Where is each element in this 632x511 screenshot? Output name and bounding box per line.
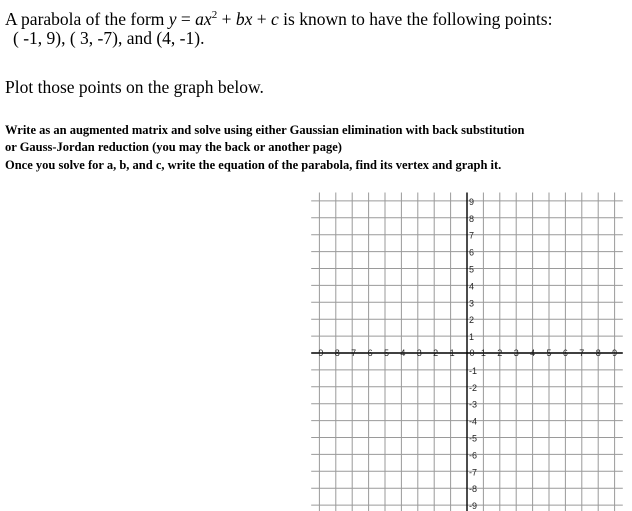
statement-suffix: is known to have the following points: (278, 9, 553, 29)
y-tick-label: 4 (469, 281, 475, 292)
x-tick-label: -9 (315, 348, 324, 358)
x-tick-label: -6 (364, 348, 373, 358)
x-tick-label: 6 (562, 348, 568, 358)
y-tick-label: -5 (469, 433, 478, 444)
x-tick-label: 8 (595, 348, 601, 358)
y-tick-label: 9 (469, 196, 475, 207)
x-tick-label: -4 (397, 348, 406, 358)
equation-plus-2: + (252, 9, 271, 29)
y-tick-label: -1 (469, 365, 478, 376)
y-tick-label: -2 (469, 382, 478, 393)
x-tick-label: -8 (331, 348, 340, 358)
y-tick-label: -9 (469, 501, 478, 511)
x-tick-label: 1 (480, 348, 486, 358)
equation-plus-1: + (217, 9, 236, 29)
y-tick-label: -4 (469, 416, 478, 427)
x-tick-label: -1 (446, 348, 455, 358)
equation-ax: ax (195, 9, 212, 29)
x-tick-label: 4 (530, 348, 536, 358)
y-tick-label: 3 (469, 298, 475, 309)
equation-y: y (168, 9, 177, 29)
equation-c: c (270, 9, 279, 29)
plot-instruction: Plot those points on the graph below. (5, 77, 264, 97)
y-tick-label: -6 (469, 450, 478, 461)
equation-equals: = (176, 9, 196, 29)
y-tick-label: 8 (469, 213, 475, 224)
x-tick-label: 0 (469, 348, 475, 358)
y-tick-label: 7 (469, 230, 475, 241)
y-tick-label: 6 (469, 247, 475, 258)
y-tick-label: -3 (469, 399, 478, 410)
equation-bx: bx (235, 9, 253, 29)
x-tick-label: -2 (430, 348, 439, 358)
y-tick-label: 5 (469, 264, 475, 275)
points-list: ( -1, 9), ( 3, -7), and (4, -1). (13, 28, 205, 48)
x-tick-label: -7 (348, 348, 357, 358)
y-tick-label: 2 (469, 315, 475, 326)
x-tick-label: 5 (546, 348, 552, 358)
equation-exponent: 2 (211, 9, 218, 21)
instruction-line-2: or Gauss-Jordan reduction (you may the back or another page) (5, 140, 342, 154)
instruction-line-1: Write as an augmented matrix and solve using either Gaussian elimination with back substitution (5, 123, 525, 137)
x-tick-label: 9 (612, 348, 618, 358)
x-tick-label: 7 (579, 348, 585, 358)
instruction-line-3: Once you solve for a, b, and c, write the equation of the parabola, find its vertex and graph it. (5, 158, 502, 172)
x-tick-label: 2 (497, 348, 503, 358)
y-tick-label: -8 (469, 484, 478, 495)
x-tick-label: 3 (513, 348, 519, 358)
y-tick-label: 1 (469, 332, 475, 343)
x-tick-label: -5 (380, 348, 390, 358)
y-tick-label: -7 (469, 467, 478, 478)
x-tick-label: -3 (413, 348, 422, 358)
intro-text: A parabola of the form (5, 9, 169, 29)
